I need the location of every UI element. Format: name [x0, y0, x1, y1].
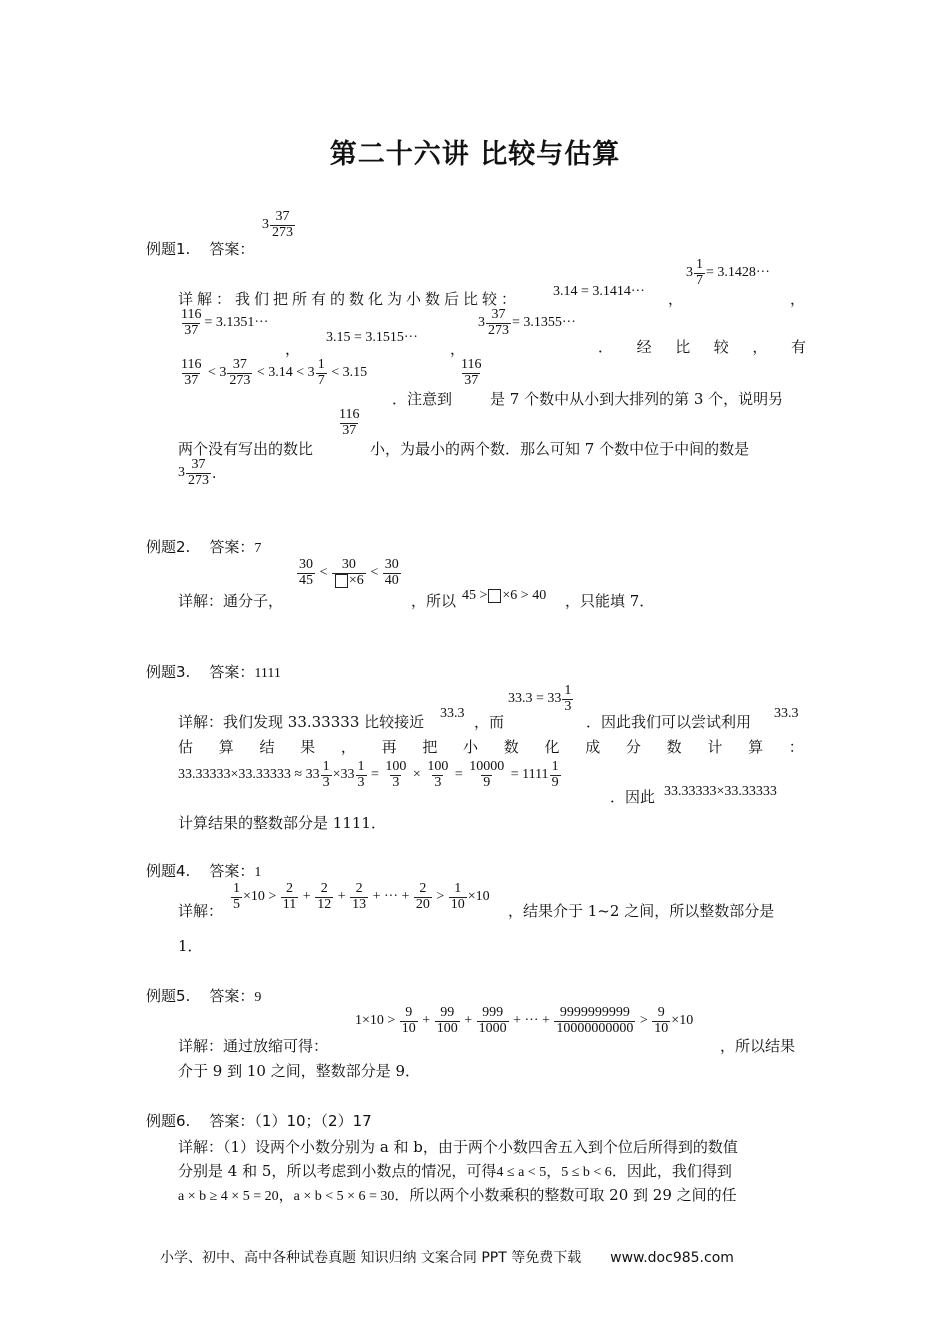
value-116-37: $\frac{116}{37}$ = 3.1351··· — [181, 307, 269, 338]
example-3-label: 例题3. 答案：1111 — [146, 663, 281, 681]
example-1-detail-justified: ． 经 比 较 ， 有 — [598, 338, 806, 356]
example-5-label: 例题5. 答案：9 — [146, 987, 262, 1005]
value-3-15-repeating: 3.15 = 3.1515··· — [326, 330, 418, 345]
fraction-inequality: $\frac{30}{45}$ < $\frac{30}{\times 6}$ < $\frac{30}{40}$ — [299, 557, 399, 588]
value-3-1-7: 3 $\frac{1}{7}$ = 3.1428··· — [686, 257, 770, 288]
example-1-label: 例题1. 答案： — [146, 240, 255, 258]
example-6-label: 例题6. 答案：（1）10；（2）17 — [146, 1112, 372, 1130]
footer-url[interactable]: www.doc985.com — [610, 1250, 734, 1266]
example-1-detail-line1: 详解：我们把所有的数化为小数后比较： — [178, 290, 521, 308]
page-footer — [160, 1247, 734, 1267]
example-4-inequality: $\frac{1}{5}$ ×10 > $\frac{2}{11}$ + $\frac{2}{12}$ + $\frac{2}{13}$ + ··· + $\frac{2}{20}$ > $\frac{1}{10}$ ×10 — [233, 881, 490, 912]
value-3-14-repeating: 3.14 = 3.1414··· — [553, 284, 645, 299]
example-4-label: 例题4. 答案：1 — [146, 862, 262, 880]
page-title: 第二十六讲 比较与估算 — [329, 139, 621, 170]
inequality-chain: $\frac{116}{37}$ < 3 $\frac{37}{273}$ < 3.14 < 3 $\frac{1}{7}$ < 3.15 — [181, 357, 368, 388]
example-5-inequality: 1×10 > $\frac{9}{10}$ + $\frac{99}{100}$ + $\frac{999}{1000}$ + ··· + $\frac{9999999999}{10000000000}$ > $\frac{9}{10}$ ×10 — [355, 1005, 694, 1036]
example-3-equation: 33.33333×33.33333 ≈ 33 $\frac{1}{3}$ ×33 $\frac{1}{3}$ = $\frac{100}{3}$ × $\frac{100}{3}$ = $\frac{10000}{9}$ = 1111 $\frac{1}{9}$ — [178, 759, 559, 790]
example-3-justified: 估 算 结 果 ， 再 把 小 数 化 成 分 数 计 算 ： — [178, 738, 804, 756]
footer-text: 小学、初中、高中各种试卷真题 知识归纳 文案合同 PPT 等免费下载 — [160, 1250, 582, 1266]
value-3-37-273: 3 $\frac{37}{273}$ = 3.1355··· — [478, 307, 576, 338]
example-1-answer: 3 $\frac{37}{273}$ — [262, 209, 293, 240]
example-2-label: 例题2. 答案：7 — [146, 538, 262, 556]
